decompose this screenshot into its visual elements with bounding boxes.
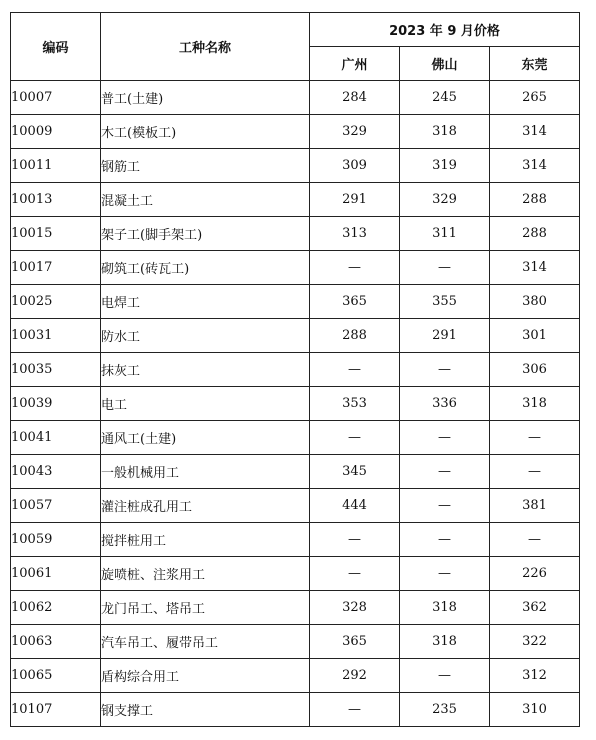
price-cell-dongguan: 288 xyxy=(490,183,580,217)
table-row xyxy=(11,693,580,727)
table-row xyxy=(11,217,580,251)
price-cell-guangzhou: — xyxy=(310,557,400,591)
price-cell-foshan: — xyxy=(400,251,490,285)
price-cell-guangzhou: 365 xyxy=(310,625,400,659)
code-cell: 10043 xyxy=(11,455,101,489)
job-name-cell: 旋喷桩、注浆用工 xyxy=(101,557,310,591)
price-cell-foshan: 336 xyxy=(400,387,490,421)
price-cell-guangzhou: 365 xyxy=(310,285,400,319)
table-row xyxy=(11,659,580,693)
code-cell: 10041 xyxy=(11,421,101,455)
job-name-cell: 抹灰工 xyxy=(101,353,310,387)
price-cell-dongguan: 318 xyxy=(490,387,580,421)
price-cell-guangzhou: — xyxy=(310,251,400,285)
price-cell-foshan: 245 xyxy=(400,81,490,115)
job-name-cell: 防水工 xyxy=(101,319,310,353)
price-cell-guangzhou: 284 xyxy=(310,81,400,115)
code-cell: 10009 xyxy=(11,115,101,149)
table-body xyxy=(11,81,580,727)
price-cell-dongguan: 380 xyxy=(490,285,580,319)
price-cell-dongguan: 310 xyxy=(490,693,580,727)
job-name-cell: 龙门吊工、塔吊工 xyxy=(101,591,310,625)
price-cell-dongguan: 265 xyxy=(490,81,580,115)
table-row xyxy=(11,387,580,421)
table-row xyxy=(11,81,580,115)
price-cell-dongguan: — xyxy=(490,523,580,557)
code-cell: 10031 xyxy=(11,319,101,353)
price-cell-foshan: — xyxy=(400,557,490,591)
code-cell: 10013 xyxy=(11,183,101,217)
table-row xyxy=(11,115,580,149)
price-cell-dongguan: 381 xyxy=(490,489,580,523)
code-cell: 10035 xyxy=(11,353,101,387)
header-row-top xyxy=(11,13,580,47)
price-cell-foshan: — xyxy=(400,421,490,455)
price-cell-dongguan: 301 xyxy=(490,319,580,353)
table-row xyxy=(11,183,580,217)
job-name-cell: 通风工(土建) xyxy=(101,421,310,455)
price-cell-foshan: 355 xyxy=(400,285,490,319)
table-row xyxy=(11,251,580,285)
code-cell: 10063 xyxy=(11,625,101,659)
name-column-header: 工种名称 xyxy=(101,13,310,81)
price-cell-foshan: — xyxy=(400,353,490,387)
price-cell-guangzhou: 313 xyxy=(310,217,400,251)
price-cell-dongguan: 226 xyxy=(490,557,580,591)
code-cell: 10065 xyxy=(11,659,101,693)
price-cell-dongguan: — xyxy=(490,455,580,489)
price-cell-foshan: 318 xyxy=(400,625,490,659)
price-cell-foshan: — xyxy=(400,659,490,693)
price-cell-dongguan: 312 xyxy=(490,659,580,693)
table-row xyxy=(11,625,580,659)
price-cell-dongguan: 362 xyxy=(490,591,580,625)
job-name-cell: 架子工(脚手架工) xyxy=(101,217,310,251)
table-row xyxy=(11,455,580,489)
price-cell-foshan: — xyxy=(400,489,490,523)
price-cell-guangzhou: 328 xyxy=(310,591,400,625)
code-cell: 10062 xyxy=(11,591,101,625)
table-row xyxy=(11,285,580,319)
price-cell-dongguan: 306 xyxy=(490,353,580,387)
job-name-cell: 电工 xyxy=(101,387,310,421)
table-row xyxy=(11,523,580,557)
table-row xyxy=(11,489,580,523)
price-cell-guangzhou: — xyxy=(310,421,400,455)
job-name-cell: 搅拌桩用工 xyxy=(101,523,310,557)
code-cell: 10007 xyxy=(11,81,101,115)
job-name-cell: 普工(土建) xyxy=(101,81,310,115)
table-row xyxy=(11,421,580,455)
code-column-header: 编码 xyxy=(11,13,101,81)
price-cell-dongguan: 314 xyxy=(490,115,580,149)
code-cell: 10011 xyxy=(11,149,101,183)
price-cell-foshan: 311 xyxy=(400,217,490,251)
code-cell: 10017 xyxy=(11,251,101,285)
job-name-cell: 汽车吊工、履带吊工 xyxy=(101,625,310,659)
price-cell-guangzhou: 291 xyxy=(310,183,400,217)
price-cell-dongguan: 314 xyxy=(490,251,580,285)
code-cell: 10107 xyxy=(11,693,101,727)
job-name-cell: 混凝土工 xyxy=(101,183,310,217)
code-cell: 10039 xyxy=(11,387,101,421)
job-name-cell: 木工(模板工) xyxy=(101,115,310,149)
job-name-cell: 电焊工 xyxy=(101,285,310,319)
price-group-header: 2023 年 9 月价格 xyxy=(310,13,580,47)
job-name-cell: 灌注桩成孔用工 xyxy=(101,489,310,523)
wage-price-table xyxy=(10,12,580,727)
table-row xyxy=(11,149,580,183)
code-cell: 10057 xyxy=(11,489,101,523)
price-cell-guangzhou: — xyxy=(310,523,400,557)
table-row xyxy=(11,353,580,387)
job-name-cell: 钢筋工 xyxy=(101,149,310,183)
price-cell-guangzhou: 329 xyxy=(310,115,400,149)
job-name-cell: 一般机械用工 xyxy=(101,455,310,489)
city-header-guangzhou: 广州 xyxy=(310,47,400,81)
price-cell-foshan: — xyxy=(400,523,490,557)
job-name-cell: 钢支撑工 xyxy=(101,693,310,727)
price-cell-foshan: 319 xyxy=(400,149,490,183)
table-row xyxy=(11,319,580,353)
price-cell-foshan: 291 xyxy=(400,319,490,353)
price-cell-foshan: — xyxy=(400,455,490,489)
city-header-dongguan: 东莞 xyxy=(490,47,580,81)
table-row xyxy=(11,557,580,591)
price-cell-guangzhou: 288 xyxy=(310,319,400,353)
price-cell-dongguan: — xyxy=(490,421,580,455)
price-cell-guangzhou: — xyxy=(310,353,400,387)
price-cell-guangzhou: 353 xyxy=(310,387,400,421)
price-cell-guangzhou: 444 xyxy=(310,489,400,523)
price-cell-dongguan: 288 xyxy=(490,217,580,251)
code-cell: 10061 xyxy=(11,557,101,591)
table-row xyxy=(11,591,580,625)
price-cell-guangzhou: 292 xyxy=(310,659,400,693)
code-cell: 10025 xyxy=(11,285,101,319)
city-header-foshan: 佛山 xyxy=(400,47,490,81)
price-cell-dongguan: 322 xyxy=(490,625,580,659)
price-cell-guangzhou: — xyxy=(310,693,400,727)
price-cell-foshan: 235 xyxy=(400,693,490,727)
price-cell-dongguan: 314 xyxy=(490,149,580,183)
code-cell: 10059 xyxy=(11,523,101,557)
code-cell: 10015 xyxy=(11,217,101,251)
price-cell-guangzhou: 345 xyxy=(310,455,400,489)
table-header xyxy=(11,13,580,81)
price-cell-foshan: 329 xyxy=(400,183,490,217)
price-cell-guangzhou: 309 xyxy=(310,149,400,183)
price-cell-foshan: 318 xyxy=(400,115,490,149)
price-cell-foshan: 318 xyxy=(400,591,490,625)
job-name-cell: 砌筑工(砖瓦工) xyxy=(101,251,310,285)
job-name-cell: 盾构综合用工 xyxy=(101,659,310,693)
